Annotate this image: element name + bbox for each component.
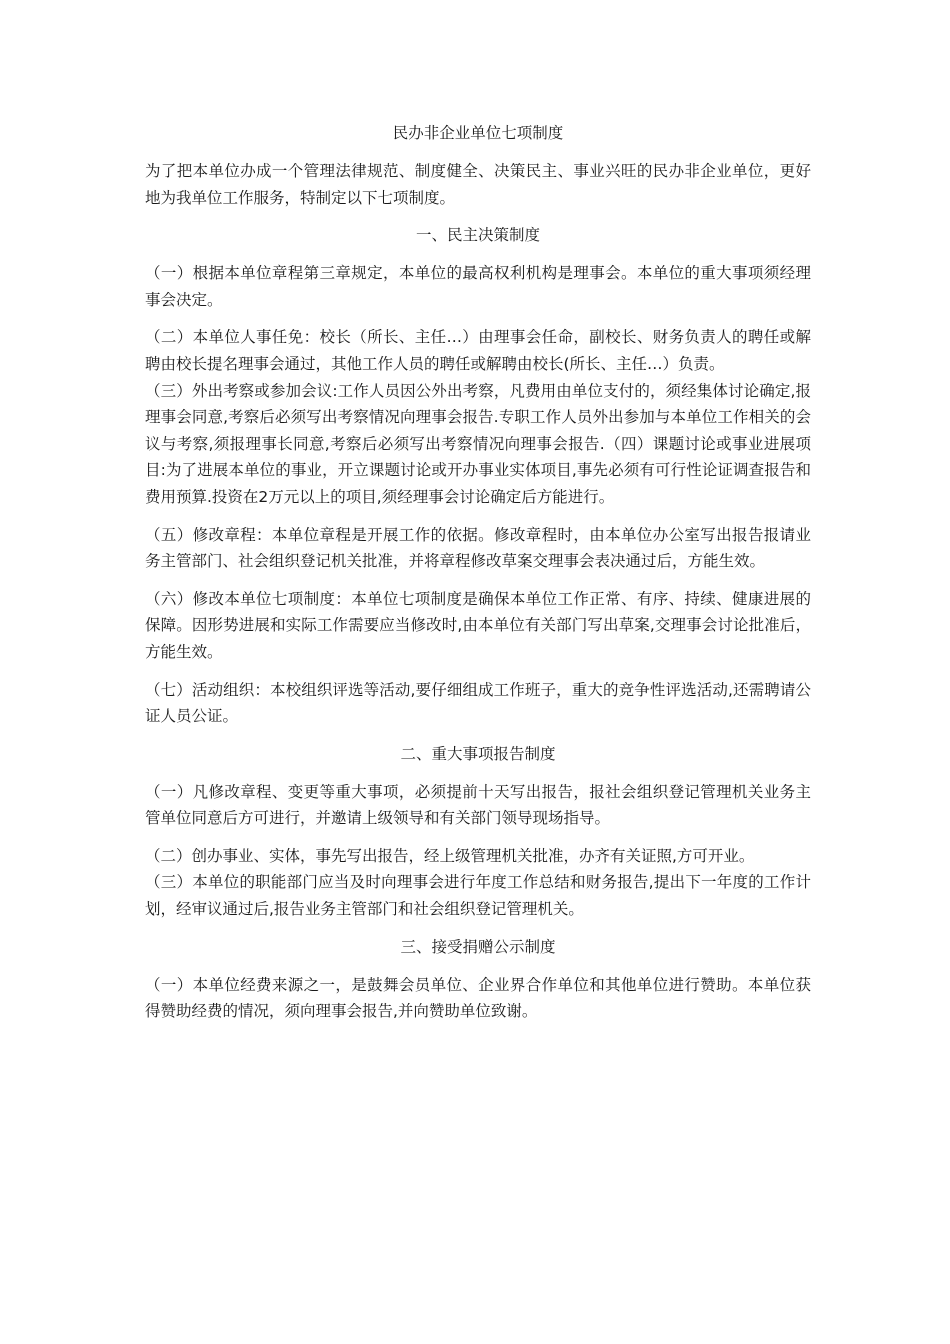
intro-paragraph: 为了把本单位办成一个管理法律规范、制度健全、决策民主、事业兴旺的民办非企业单位，更好地为我单位工作服务，特制定以下七项制度。 (145, 162, 811, 207)
section-2-paragraph-1: （一）凡修改章程、变更等重大事项，必须提前十天写出报告，报社会组织登记管理机关业务主管单位同意后方可进行，并邀请上级领导和有关部门领导现场指导。 (145, 782, 811, 828)
section-1-paragraph-2: （二）本单位人事任免：校长（所长、主任…）由理事会任命，副校长、财务负责人的聘任或解聘由校长提名理事会通过，其他工作人员的聘任或解聘由校长(所长、主任…）负责。 (145, 328, 811, 373)
section-heading-major-matters-report: 二、重大事项报告制度 (400, 744, 556, 763)
section-1-paragraph-5: （六）修改本单位七项制度：本单位七项制度是确保本单位工作正常、有序、持续、健康进展的保障。因形势进展和实际工作需要应当修改时,由本单位有关部门写出草案,交理事会讨论批准后，方能生效。 (145, 589, 811, 661)
section-heading-democratic-decision: 一、民主决策制度 (415, 226, 540, 245)
section-1-paragraph-1: （一）根据本单位章程第三章规定，本单位的最高权利机构是理事会。本单位的重大事项须经理事会决定。 (145, 264, 811, 309)
section-2-paragraph-3: （三）本单位的职能部门应当及时向理事会进行年度工作总结和财务报告,提出下一年度的工作计划，经审议通过后,报告业务主管部门和社会组织登记管理机关。 (145, 873, 811, 919)
document-body (145, 120, 811, 1036)
section-2-paragraph-2: （二）创办事业、实体，事先写出报告，经上级管理机关批准，办齐有关证照,方可开业。 (145, 846, 755, 865)
section-1-paragraph-4: （五）修改章程：本单位章程是开展工作的依据。修改章程时，由本单位办公室写出报告报请业务主管部门、社会组织登记机关批准，并将章程修改草案交理事会表决通过后，方能生效。 (145, 525, 811, 571)
section-1-paragraph-3: （三）外出考察或参加会议:工作人员因公外出考察，凡费用由单位支付的，须经集体讨论确定,报理事会同意,考察后必须写出考察情况向理事会报告.专职工作人员外出参加与本单位工作相关的会议与考察,须报理事长同意,考察后必须写出考察情况向理事会报告.（四）课题讨论或事业进展项目:为了进展本单位的事业，开立课题讨论或开办事业实体项目,事先必须有可行性论证调查报告和费用预算.投资在2万元以上的项目,须经理事会讨论确定后方能进行。 (145, 381, 811, 506)
document-title: 民办非企业单位七项制度 (392, 124, 564, 142)
section-1-paragraph-6: （七）活动组织：本校组织评选等活动,要仔细组成工作班子，重大的竞争性评选活动,还需聘请公证人员公证。 (145, 680, 811, 726)
section-heading-donation-disclosure: 三、接受捐赠公示制度 (400, 937, 556, 956)
section-3-paragraph-1: （一）本单位经费来源之一，是鼓舞会员单位、企业界合作单位和其他单位进行赞助。本单位获得赞助经费的情况，须向理事会报告,并向赞助单位致谢。 (145, 975, 811, 1021)
